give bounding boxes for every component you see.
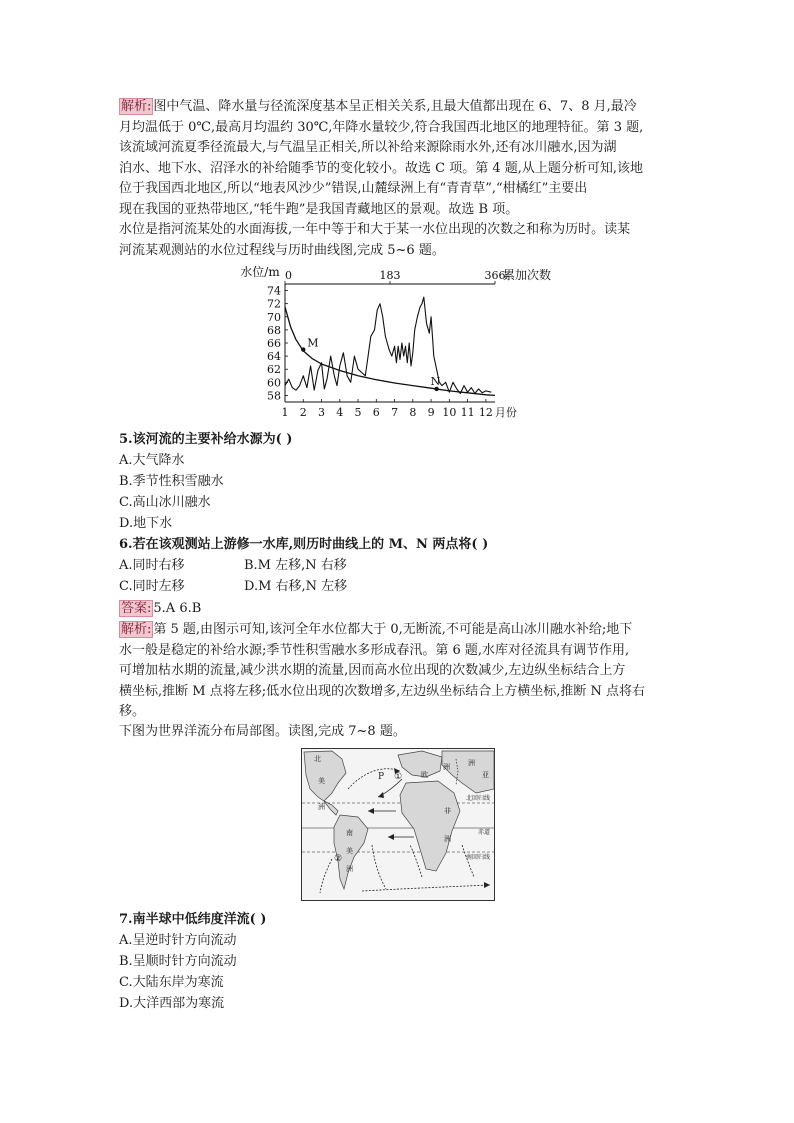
x-tick-label: 3: [318, 406, 326, 419]
question-5-option-b[interactable]: B.季节性积雪融水: [119, 474, 224, 489]
map-label-tropic-s: 南回归线: [466, 854, 491, 861]
analysis-text: 位于我国西北地区,所以“地表风沙少”错误,山麓绿洲上有“青青草”,“柑橘红”主要出: [119, 181, 588, 196]
current-arrow-icon: [368, 808, 374, 814]
map-label-ya: 亚: [482, 771, 489, 779]
y-tick-label: 62: [267, 363, 281, 377]
x-tick-label: 7: [391, 406, 399, 419]
x-tick-label: 1: [281, 406, 289, 419]
question-intro-7-8: 下图为世界洋流分布局部图。读图,完成 7~8 题。: [119, 724, 406, 739]
x-tick-label: 5: [354, 406, 362, 419]
current-arrow-icon: [388, 834, 394, 840]
x-tick-label: 8: [409, 406, 417, 419]
map-label-zhou-af: 洲: [444, 835, 451, 843]
question-7-option-a[interactable]: A.呈逆时针方向流动: [119, 933, 237, 948]
analysis-tag: 解析:: [121, 622, 152, 637]
map-label-north: 北: [314, 755, 321, 763]
question-5-option-a[interactable]: A.大气降水: [119, 453, 185, 468]
map-label-circle1: ①: [394, 772, 403, 782]
question-5-option-c[interactable]: C.高山冰川融水: [119, 495, 211, 510]
answer-line: [119, 599, 201, 619]
north-america-landmass: [304, 751, 346, 801]
map-label-zhou-s: 洲: [346, 865, 353, 873]
x-tick-label: 12: [478, 406, 493, 419]
question-6-option-d[interactable]: D.M 右移,N 左移: [244, 579, 348, 594]
y-tick-label: 58: [267, 389, 281, 403]
ocean-current-map: [301, 748, 495, 901]
y-tick-label: 74: [267, 284, 281, 298]
analysis-block-1: [119, 97, 679, 220]
analysis-text: 可增加枯水期的流量,减少洪水期的流量,因而高水位出现的次数减少,左边纵坐标结合上方: [119, 663, 626, 678]
question-7-option-d[interactable]: D.大洋西部为寒流: [119, 996, 225, 1011]
y-tick-label: 60: [267, 376, 281, 390]
current-arrow-icon: [484, 882, 490, 888]
map-label-nan: 南: [346, 829, 353, 837]
question-intro-5-6: [119, 220, 679, 261]
analysis-text: 移。: [119, 704, 146, 719]
y-axis-label: 水位/m: [240, 265, 280, 279]
africa-landmass: [400, 781, 460, 871]
question-6-option-c[interactable]: C.同时左移: [119, 579, 185, 594]
question-6-title: 6.若在该观测站上游修一水库,则历时曲线上的 M、N 两点将( ): [119, 537, 489, 552]
map-label-circle2: ②: [334, 854, 343, 864]
top-axis-tick-label: 183: [379, 269, 401, 282]
map-label-america-n: 美: [318, 777, 325, 785]
analysis-text: 现在我国的亚热带地区,“牦牛跑”是我国青藏地区的景观。故选 B 项。: [119, 201, 519, 217]
x-tick-label: 9: [427, 406, 435, 419]
question-7-title: 7.南半球中低纬度洋流( ): [119, 912, 267, 927]
water-level-chart: [230, 262, 552, 427]
top-axis-tick-label: 0: [285, 269, 292, 282]
answer-text: 5.A 6.B: [153, 601, 202, 616]
analysis-text: 月均温低于 0℃,最高月均温约 30℃,年降水量较少,符合我国西北地区的地理特征。第 3 题,: [119, 119, 644, 135]
intro-text: 水位是指河流某处的水面海拔,一年中等于和大于某一水位出现的次数之和称为历时。读某: [119, 222, 631, 237]
west-wind-drift: [362, 885, 490, 891]
question-7-option-b[interactable]: B.呈顺时针方向流动: [119, 954, 237, 969]
x-tick-label: 11: [460, 406, 475, 419]
current-arrow-icon: [378, 792, 384, 798]
top-axis-title: 累加次数: [503, 268, 552, 282]
question-6-option-a[interactable]: A.同时右移: [119, 558, 185, 573]
y-tick-label: 66: [267, 337, 281, 350]
point-label-m: M: [307, 336, 319, 350]
x-tick-label: 2: [299, 406, 307, 419]
x-tick-label: 10: [442, 406, 457, 419]
europe-landmass: [398, 751, 442, 777]
point-m: [301, 347, 305, 351]
analysis-text: 该流域河流夏季径流最大,与气温呈正相关,所以补给来源除雨水外,还有冰川融水,因为湖: [119, 140, 617, 155]
point-label-n: N: [430, 374, 441, 388]
top-axis-tick-label: 366: [484, 269, 506, 282]
brazil-current: [372, 845, 386, 889]
analysis-text: 图中气温、降水量与径流深度基本呈正相关关系,且最大值都出现在 6、7、8 月,最冷: [153, 99, 637, 114]
y-tick-label: 72: [267, 297, 281, 311]
map-label-america-s: 美: [346, 847, 353, 855]
map-label-tropic-n: 北回归线: [466, 795, 491, 802]
map-label-equator: 赤道: [478, 829, 491, 836]
analysis-text: 水一般是稳定的补给水源;季节性积雪融水多形成春汛。第 6 题,水库对径流具有调节作用,: [119, 642, 630, 658]
map-label-fei: 非: [444, 807, 451, 815]
peru-current: [320, 859, 332, 893]
map-label-zhou-n: 洲: [318, 803, 325, 811]
analysis-text: 横坐标,推断 M 点将左移;低水位出现的次数增多,左边纵坐标结合上方横坐标,推断 N 点将右: [119, 683, 645, 699]
map-label-ou: 欧: [421, 771, 428, 779]
y-tick-label: 70: [267, 310, 281, 324]
analysis-text: 泊水、地下水、沼泽水的补给随季节的变化较小。故选 C 项。第 4 题,从上题分析可知,该地: [119, 160, 644, 176]
x-tick-label: 4: [336, 406, 344, 419]
question-5-title: 5.该河流的主要补给水源为( ): [119, 432, 293, 447]
question-5-option-d[interactable]: D.地下水: [119, 516, 173, 531]
analysis-text: 第 5 题,由图示可知,该河全年水位都大于 0,无断流,不可能是高山冰川融水补给;地下: [153, 622, 633, 637]
central-america-landmass: [324, 801, 338, 815]
analysis-tag: 解析:: [121, 99, 152, 114]
y-tick-label: 64: [267, 350, 281, 364]
question-7-option-c[interactable]: C.大陆东岸为寒流: [119, 975, 224, 990]
intro-text: 河流某观测站的水位过程线与历时曲线图,完成 5~6 题。: [119, 242, 445, 258]
y-tick-label: 68: [267, 323, 281, 337]
question-6-option-b[interactable]: B.M 左移,N 右移: [244, 558, 347, 573]
north-atlantic-current: [348, 769, 403, 789]
map-label-p: P: [378, 772, 385, 782]
answer-tag: 答案:: [121, 601, 152, 616]
map-label-zhou-as: 洲: [468, 759, 475, 767]
x-tick-label: 6: [372, 406, 380, 419]
x-axis-label: 月份: [494, 406, 517, 419]
analysis-block-2: [119, 620, 679, 723]
map-label-zhou-eu: 洲: [443, 763, 450, 771]
